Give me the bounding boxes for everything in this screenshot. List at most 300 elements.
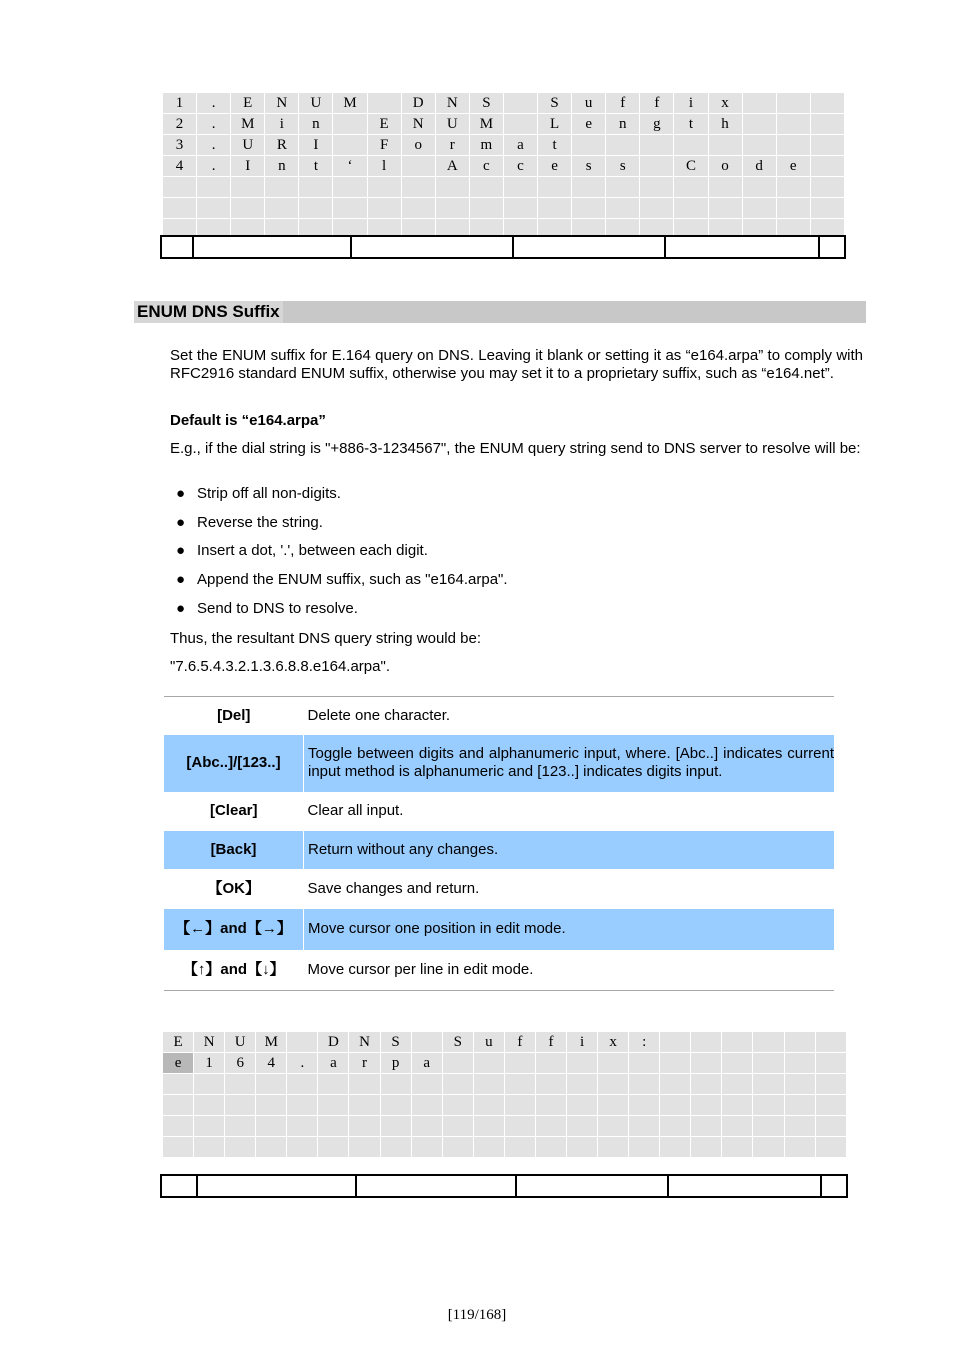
lcd-cell xyxy=(567,1074,598,1095)
lcd-cell xyxy=(674,198,708,219)
lcd-cell: f xyxy=(640,93,674,114)
lcd-cell xyxy=(535,1116,566,1137)
lcd-cell xyxy=(435,177,469,198)
lcd-cell xyxy=(815,1074,846,1095)
lcd-cell xyxy=(606,135,640,156)
lcd-cell xyxy=(194,1137,225,1158)
lcd-cell: U xyxy=(225,1032,256,1053)
lcd-cell xyxy=(722,1053,753,1074)
lcd-cell: U xyxy=(435,114,469,135)
section-title: ENUM DNS Suffix xyxy=(134,301,283,323)
lcd-cell: f xyxy=(535,1032,566,1053)
lcd-cell: u xyxy=(572,93,606,114)
lcd-cell: r xyxy=(349,1053,380,1074)
lcd-cell: s xyxy=(606,156,640,177)
lcd-cell xyxy=(722,1116,753,1137)
softkey-slot[interactable] xyxy=(820,237,844,257)
lcd-cell xyxy=(349,1074,380,1095)
lcd-cell xyxy=(473,1074,504,1095)
lcd-cell xyxy=(299,198,333,219)
key-description: Toggle between digits and alphanumeric input, where. [Abc..] indicates current input method is alphanumeric and [123..] indicates digits input. xyxy=(304,735,835,792)
lcd-cell xyxy=(753,1032,784,1053)
lcd-cell: f xyxy=(606,93,640,114)
lcd-cell xyxy=(380,1074,411,1095)
lcd-cell: e xyxy=(776,156,810,177)
lcd-cell: . xyxy=(197,156,231,177)
lcd-cell: : xyxy=(629,1032,660,1053)
lcd-cell xyxy=(287,1116,318,1137)
lcd-cell xyxy=(197,177,231,198)
lcd-cell: 6 xyxy=(225,1053,256,1074)
lcd-cell xyxy=(708,198,742,219)
lcd-cell xyxy=(349,1095,380,1116)
lcd-cell xyxy=(265,177,299,198)
lcd-cell xyxy=(660,1137,691,1158)
lcd-cell xyxy=(815,1137,846,1158)
list-item: ● Strip off all non-digits. xyxy=(176,485,341,502)
softkey-table xyxy=(164,696,834,991)
lcd-cell: U xyxy=(231,135,265,156)
lcd-cell: f xyxy=(504,1032,535,1053)
lcd-cell: D xyxy=(318,1032,349,1053)
lcd-cell: i xyxy=(674,93,708,114)
lcd-cell xyxy=(640,156,674,177)
table-row xyxy=(164,869,834,909)
table-row xyxy=(164,735,834,792)
lcd-cell xyxy=(753,1116,784,1137)
lcd-cell xyxy=(784,1095,815,1116)
lcd-cell xyxy=(469,177,503,198)
lcd-cell xyxy=(504,1137,535,1158)
lcd-cell xyxy=(194,1116,225,1137)
lcd-cell xyxy=(349,1137,380,1158)
lcd-cell xyxy=(598,1053,629,1074)
lcd-cell: x xyxy=(708,93,742,114)
lcd-cell: N xyxy=(265,93,299,114)
softkey-slot[interactable] xyxy=(198,1176,357,1196)
lcd-row xyxy=(163,1053,847,1074)
list-item: ● Insert a dot, '.', between each digit. xyxy=(176,542,428,559)
lcd-cell xyxy=(660,1095,691,1116)
lcd-cell xyxy=(810,135,844,156)
lcd-cell xyxy=(722,1074,753,1095)
lcd-cell: N xyxy=(401,114,435,135)
lcd-cell xyxy=(784,1074,815,1095)
lcd-cell xyxy=(411,1074,442,1095)
lcd-cell xyxy=(401,198,435,219)
lcd-cell: I xyxy=(231,156,265,177)
lcd-cell xyxy=(225,1137,256,1158)
lcd-cell: a xyxy=(411,1053,442,1074)
lcd-row xyxy=(163,198,845,219)
lcd-cell xyxy=(538,177,572,198)
lcd-cell xyxy=(163,1074,194,1095)
lcd-cell xyxy=(504,1074,535,1095)
lcd-cell: s xyxy=(572,156,606,177)
lcd-cell: C xyxy=(674,156,708,177)
lcd-cell: N xyxy=(194,1032,225,1053)
lcd-cell: S xyxy=(380,1032,411,1053)
lcd-cell xyxy=(722,1137,753,1158)
lcd-cell xyxy=(742,93,776,114)
lcd-cell xyxy=(333,135,367,156)
lcd-row xyxy=(163,177,845,198)
lcd-cell xyxy=(442,1074,473,1095)
lcd-cell xyxy=(810,156,844,177)
lcd-cell xyxy=(640,198,674,219)
lcd-cell: 2 xyxy=(163,114,197,135)
lcd-cell xyxy=(640,135,674,156)
lcd-cell: o xyxy=(401,135,435,156)
list-item: ● Send to DNS to resolve. xyxy=(176,600,358,617)
lcd-cell: L xyxy=(538,114,572,135)
lcd-cell xyxy=(380,1095,411,1116)
lcd-cell xyxy=(473,1095,504,1116)
lcd-cell xyxy=(784,1137,815,1158)
lcd-cell: e xyxy=(538,156,572,177)
lcd-cell xyxy=(503,198,537,219)
lcd-row xyxy=(163,1074,847,1095)
lcd-cell: i xyxy=(265,114,299,135)
lcd-cell xyxy=(674,135,708,156)
lcd-cell xyxy=(708,177,742,198)
lcd-cell: t xyxy=(674,114,708,135)
lcd-cell xyxy=(503,93,537,114)
key-label: [Back] xyxy=(164,831,304,869)
lcd-cell xyxy=(442,1116,473,1137)
lcd-cell: m xyxy=(469,135,503,156)
lcd-cell xyxy=(256,1074,287,1095)
lcd-cell xyxy=(411,1137,442,1158)
bullet-icon: ● xyxy=(176,514,186,531)
lcd-cell xyxy=(318,1095,349,1116)
softkey-bar-top xyxy=(160,235,846,259)
lcd-cell xyxy=(691,1116,722,1137)
lcd-cell xyxy=(810,198,844,219)
lcd-cell xyxy=(256,1095,287,1116)
lcd-cell xyxy=(708,135,742,156)
list-item: ● Reverse the string. xyxy=(176,514,323,531)
lcd-cell xyxy=(163,177,197,198)
lcd-cell xyxy=(784,1116,815,1137)
lcd-cell: 4 xyxy=(163,156,197,177)
lcd-cell xyxy=(753,1053,784,1074)
lcd-cell xyxy=(572,135,606,156)
lcd-cell: ‘ xyxy=(333,156,367,177)
lcd-cell: a xyxy=(503,135,537,156)
lcd-row xyxy=(163,1137,847,1158)
lcd-cell xyxy=(691,1053,722,1074)
lcd-cell: n xyxy=(606,114,640,135)
lcd-cell xyxy=(567,1053,598,1074)
lcd-cell: x xyxy=(598,1032,629,1053)
lcd-cell xyxy=(598,1074,629,1095)
lcd-cell xyxy=(535,1095,566,1116)
lcd-cell xyxy=(333,177,367,198)
lcd-cell xyxy=(194,1074,225,1095)
lcd-cell xyxy=(401,177,435,198)
result-query-string: "7.6.5.4.3.2.1.3.6.8.8.e164.arpa". xyxy=(170,658,390,675)
softkey-slot[interactable] xyxy=(162,1176,198,1196)
lcd-cell xyxy=(810,114,844,135)
lcd-cell xyxy=(660,1074,691,1095)
lcd-cell: e xyxy=(572,114,606,135)
lcd-cell xyxy=(287,1032,318,1053)
lcd-cell xyxy=(815,1053,846,1074)
lcd-cell xyxy=(503,177,537,198)
lcd-cell xyxy=(776,135,810,156)
result-intro-text: Thus, the resultant DNS query string would be: xyxy=(170,630,481,647)
table-row xyxy=(164,909,834,950)
table-row xyxy=(164,792,834,831)
lcd-cell xyxy=(722,1032,753,1053)
lcd-cell: S xyxy=(538,93,572,114)
lcd-row xyxy=(163,135,845,156)
lcd-cell xyxy=(225,1074,256,1095)
lcd-cell: E xyxy=(367,114,401,135)
lcd-cell xyxy=(265,198,299,219)
lcd-cell xyxy=(742,198,776,219)
lcd-cell: . xyxy=(197,135,231,156)
example-paragraph: E.g., if the dial string is "+886-3-1234567", the ENUM query string send to DNS server to resolve will be: xyxy=(170,440,861,457)
softkey-slot[interactable] xyxy=(352,237,514,257)
lcd-cell xyxy=(401,156,435,177)
lcd-cell: a xyxy=(318,1053,349,1074)
lcd-cell xyxy=(225,1095,256,1116)
key-label: [Clear] xyxy=(209,802,258,819)
lcd-row xyxy=(163,1095,847,1116)
key-description: Clear all input. xyxy=(307,802,404,819)
lcd-cell xyxy=(742,135,776,156)
lcd-cell: N xyxy=(349,1032,380,1053)
bullet-icon: ● xyxy=(176,485,186,502)
lcd-cell xyxy=(256,1137,287,1158)
section-heading xyxy=(134,301,866,323)
lcd-cell xyxy=(473,1116,504,1137)
key-description: Move cursor per line in edit mode. xyxy=(307,960,534,978)
lcd-cell: r xyxy=(435,135,469,156)
lcd-cell xyxy=(504,1116,535,1137)
lcd-cell: o xyxy=(708,156,742,177)
lcd-cell xyxy=(442,1095,473,1116)
table-row xyxy=(164,697,834,735)
lcd-cell xyxy=(299,177,333,198)
lcd-cell: . xyxy=(197,114,231,135)
lcd-screen-menu xyxy=(162,92,845,240)
lcd-cell xyxy=(691,1032,722,1053)
lcd-cell xyxy=(753,1095,784,1116)
lcd-cell xyxy=(367,93,401,114)
lcd-row xyxy=(163,114,845,135)
lcd-cell: M xyxy=(231,114,265,135)
lcd-cell xyxy=(333,114,367,135)
softkey-slot[interactable] xyxy=(666,237,820,257)
lcd-cell: M xyxy=(333,93,367,114)
key-label: [Del] xyxy=(217,706,251,724)
lcd-cell xyxy=(197,198,231,219)
table-row xyxy=(164,831,834,869)
lcd-cell xyxy=(784,1032,815,1053)
lcd-cell xyxy=(660,1032,691,1053)
lcd-cell xyxy=(567,1137,598,1158)
lcd-cell xyxy=(660,1053,691,1074)
lcd-cell xyxy=(287,1074,318,1095)
lcd-cell xyxy=(753,1137,784,1158)
lcd-cell xyxy=(349,1116,380,1137)
lcd-cell xyxy=(411,1116,442,1137)
lcd-cell: i xyxy=(567,1032,598,1053)
key-label: [Abc..]/[123..] xyxy=(164,735,304,792)
lcd-cell: c xyxy=(503,156,537,177)
lcd-cell xyxy=(333,198,367,219)
lcd-cell xyxy=(194,1095,225,1116)
description-paragraph: Set the ENUM suffix for E.164 query on DNS. Leaving it blank or setting it as “e164.arpa” to comply with RFC2916 standard ENUM suffix, otherwise you may set it to a proprietary suffix, such as “e164.net”. xyxy=(170,347,863,382)
lcd-cell xyxy=(318,1074,349,1095)
lcd-cell: . xyxy=(197,93,231,114)
lcd-cell xyxy=(629,1116,660,1137)
lcd-cell: h xyxy=(708,114,742,135)
lcd-cell xyxy=(691,1137,722,1158)
lcd-cell xyxy=(163,1137,194,1158)
lcd-cell xyxy=(776,114,810,135)
lcd-cell xyxy=(567,1116,598,1137)
lcd-cell xyxy=(163,1095,194,1116)
lcd-cell: U xyxy=(299,93,333,114)
lcd-cell xyxy=(691,1095,722,1116)
lcd-cell: c xyxy=(469,156,503,177)
lcd-cell: N xyxy=(435,93,469,114)
lcd-cell xyxy=(287,1095,318,1116)
lcd-cell xyxy=(753,1074,784,1095)
lcd-cell xyxy=(815,1116,846,1137)
lcd-cell xyxy=(742,114,776,135)
lcd-cell: u xyxy=(473,1032,504,1053)
lcd-cell xyxy=(473,1053,504,1074)
lcd-cell: E xyxy=(163,1032,194,1053)
lcd-cell xyxy=(231,198,265,219)
lcd-cell: R xyxy=(265,135,299,156)
softkey-slot[interactable] xyxy=(669,1176,822,1196)
lcd-cell xyxy=(163,198,197,219)
lcd-cell xyxy=(606,198,640,219)
key-description: Move cursor one position in edit mode. xyxy=(304,909,835,950)
lcd-cell: S xyxy=(469,93,503,114)
lcd-cell: F xyxy=(367,135,401,156)
lcd-cell xyxy=(691,1074,722,1095)
lcd-cell xyxy=(469,198,503,219)
lcd-cell: t xyxy=(538,135,572,156)
default-value-text: Default is “e164.arpa” xyxy=(170,412,326,429)
lcd-cell xyxy=(598,1116,629,1137)
lcd-cell xyxy=(629,1074,660,1095)
bullet-icon: ● xyxy=(176,600,186,617)
softkey-bar-bottom xyxy=(160,1174,848,1198)
lcd-cell xyxy=(504,1095,535,1116)
lcd-cell xyxy=(442,1137,473,1158)
lcd-cell xyxy=(504,1053,535,1074)
key-description: Return without any changes. xyxy=(304,831,835,869)
softkey-slot[interactable] xyxy=(194,237,352,257)
key-label: 【OK】 xyxy=(207,879,260,897)
table-row xyxy=(164,950,834,991)
lcd-cell: . xyxy=(287,1053,318,1074)
lcd-screen-edit xyxy=(162,1031,847,1158)
lcd-row xyxy=(163,1032,847,1053)
lcd-cell xyxy=(815,1095,846,1116)
lcd-cell xyxy=(318,1116,349,1137)
lcd-cell xyxy=(598,1095,629,1116)
lcd-cell: 4 xyxy=(256,1053,287,1074)
bullet-icon: ● xyxy=(176,542,186,559)
key-description: Delete one character. xyxy=(307,706,451,724)
lcd-cell xyxy=(435,198,469,219)
lcd-cell xyxy=(380,1116,411,1137)
lcd-cell: l xyxy=(367,156,401,177)
lcd-cell: E xyxy=(231,93,265,114)
lcd-row xyxy=(163,156,845,177)
key-label: 【↑】and【↓】 xyxy=(182,960,285,978)
lcd-cell xyxy=(606,177,640,198)
lcd-cell xyxy=(742,177,776,198)
lcd-cell: p xyxy=(380,1053,411,1074)
lcd-cell xyxy=(660,1116,691,1137)
softkey-slot[interactable] xyxy=(822,1176,846,1196)
lcd-cell xyxy=(256,1116,287,1137)
lcd-cell: g xyxy=(640,114,674,135)
lcd-cell xyxy=(367,177,401,198)
lcd-cell xyxy=(572,177,606,198)
lcd-cell xyxy=(598,1137,629,1158)
lcd-cell: t xyxy=(299,156,333,177)
softkey-slot[interactable] xyxy=(162,237,194,257)
lcd-cell xyxy=(572,198,606,219)
softkey-slot[interactable] xyxy=(517,1176,669,1196)
softkey-slot[interactable] xyxy=(357,1176,517,1196)
lcd-cell: d xyxy=(742,156,776,177)
lcd-cell xyxy=(287,1137,318,1158)
key-label: 【←】and【→】 xyxy=(164,909,304,950)
lcd-cell: e xyxy=(163,1053,194,1074)
lcd-cell xyxy=(535,1053,566,1074)
lcd-cell xyxy=(318,1137,349,1158)
lcd-cell xyxy=(535,1137,566,1158)
lcd-cell xyxy=(776,177,810,198)
lcd-cell: 3 xyxy=(163,135,197,156)
lcd-cell: n xyxy=(265,156,299,177)
lcd-cell xyxy=(674,177,708,198)
lcd-cell xyxy=(367,198,401,219)
lcd-cell xyxy=(163,1116,194,1137)
lcd-cell xyxy=(629,1053,660,1074)
lcd-cell: S xyxy=(442,1032,473,1053)
lcd-cell xyxy=(380,1137,411,1158)
lcd-cell xyxy=(231,177,265,198)
lcd-cell: D xyxy=(401,93,435,114)
lcd-cell: n xyxy=(299,114,333,135)
lcd-cell xyxy=(535,1074,566,1095)
lcd-cell xyxy=(815,1032,846,1053)
lcd-cell xyxy=(776,93,810,114)
lcd-cell xyxy=(640,177,674,198)
lcd-cell xyxy=(810,93,844,114)
lcd-cell: I xyxy=(299,135,333,156)
lcd-cell: 1 xyxy=(194,1053,225,1074)
lcd-cell xyxy=(776,198,810,219)
lcd-cell xyxy=(810,177,844,198)
lcd-cell: M xyxy=(256,1032,287,1053)
lcd-cell: M xyxy=(469,114,503,135)
softkey-slot[interactable] xyxy=(514,237,666,257)
